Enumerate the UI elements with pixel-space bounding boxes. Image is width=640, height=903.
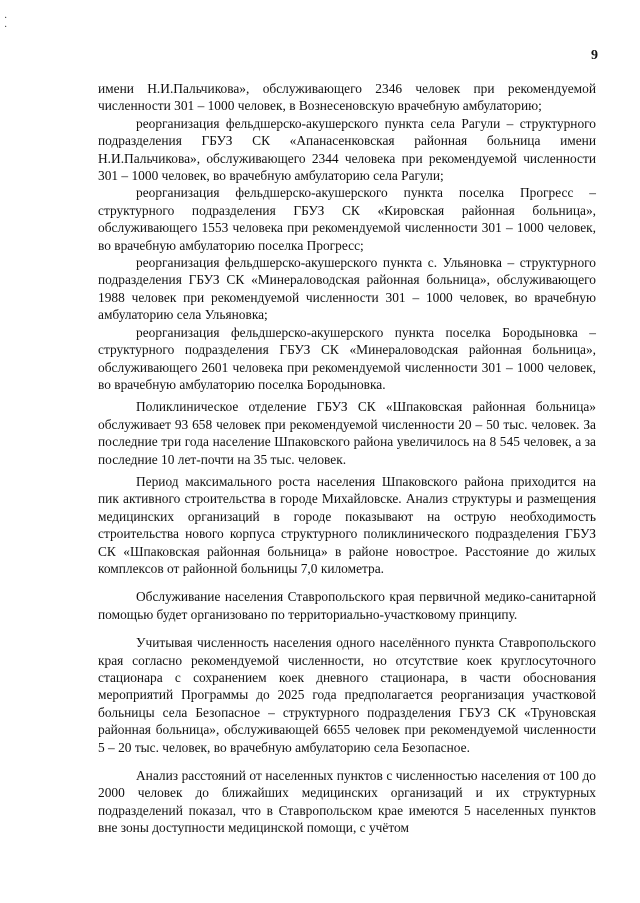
document-body bbox=[98, 80, 596, 837]
scan-speck-marks: · · bbox=[4, 13, 8, 33]
paragraph-shpakovskaya-polyclinic: Поликлиническое отделение ГБУЗ СК «Шпаковская районная больница» обслуживает 93 658 человек при рекомендуемой численности 20 – 50 тыс. человек. За последние три года население Шпаковского района увеличилось на 8 545 человек, а за последние 10 лет-почти на 35 тыс. человек. bbox=[98, 399, 596, 467]
paragraph-ragul: реорганизация фельдшерско-акушерского пункта села Рагули – структурного подразделения ГБУЗ СК «Апанасенковская районная больница имени Н.И.Пальчикова», обслуживающего 2344 человека при рекомендуемой численности 301 – 1000 человек, во врачебную амбулаторию села Рагули; bbox=[98, 115, 596, 184]
paragraph-ulyanovka: реорганизация фельдшерско-акушерского пункта с. Ульяновка – структурного подразделения ГБУЗ СК «Минераловодская районная больница», обслуживающего 1988 человек при рекомендуемой численности 301 – 1000 человек, во врачебную амбулаторию села Ульяновка; bbox=[98, 255, 596, 323]
page-number: 9 bbox=[591, 48, 598, 63]
paragraph-distance-analysis: Анализ расстояний от населенных пунктов с численностью населения от 100 до 2000 человек до ближайших медицинских организаций и их структурных подразделений показал, что в Ставропольском крае имеются 5 населенных пунктов вне зоны доступности медицинской помощи, с учётом bbox=[98, 768, 596, 836]
paragraph-bezopasnoe: Учитывая численность населения одного населённого пункта Ставропольского края согласно рекомендуемой численности, но отсутствие коек круглосуточного стационара с сохранением коек дневного стационара, в части обоснования мероприятий Программы до 2025 года предполагается реорганизация участковой больницы села Безопасное – структурного подразделения ГБУЗ СК «Труновская районная больница», обслуживающей 6655 человек при рекомендуемой численности 5 – 20 тыс. человек, во врачебную амбулаторию села Безопасное. bbox=[98, 635, 596, 755]
paragraph-progress: реорганизация фельдшерско-акушерского пункта поселка Прогресс – структурного подразделения ГБУЗ СК «Кировская районная больница», обслуживающего 1553 человека при рекомендуемой численности 301 – 1000 человек, во врачебную амбулаторию поселка Прогресс; bbox=[98, 185, 596, 253]
paragraph-territorial-principle: Обслуживание населения Ставропольского края первичной медико-санитарной помощью будет организовано по территориально-участковому принципу. bbox=[98, 589, 596, 622]
paragraph-mikhaylovsk-growth: Период максимального роста населения Шпаковского района приходится на пик активного строительства в городе Михайловске. Анализ структуры и размещения медицинских организаций в городе показывают на острую необходимость строительства нового корпуса структурного поликлинического подразделения ГБУЗ СК «Шпаковская районная больница» в районе новострое. Расстояние до жилых комплексов от районной больницы 7,0 километра. bbox=[98, 473, 596, 576]
paragraph-borodynovka: реорганизация фельдшерско-акушерского пункта поселка Бородыновка – структурного подразделения ГБУЗ СК «Минераловодская районная больница», обслуживающего 2601 человека при рекомендуемой численности 301 – 1000 человек, во врачебную амбулаторию поселка Бородыновка. bbox=[98, 324, 596, 392]
paragraph-continuation: имени Н.И.Пальчикова», обслуживающего 2346 человек при рекомендуемой численности 301 – 1000 человек, в Вознесеновскую врачебную амбулаторию; bbox=[98, 81, 596, 114]
